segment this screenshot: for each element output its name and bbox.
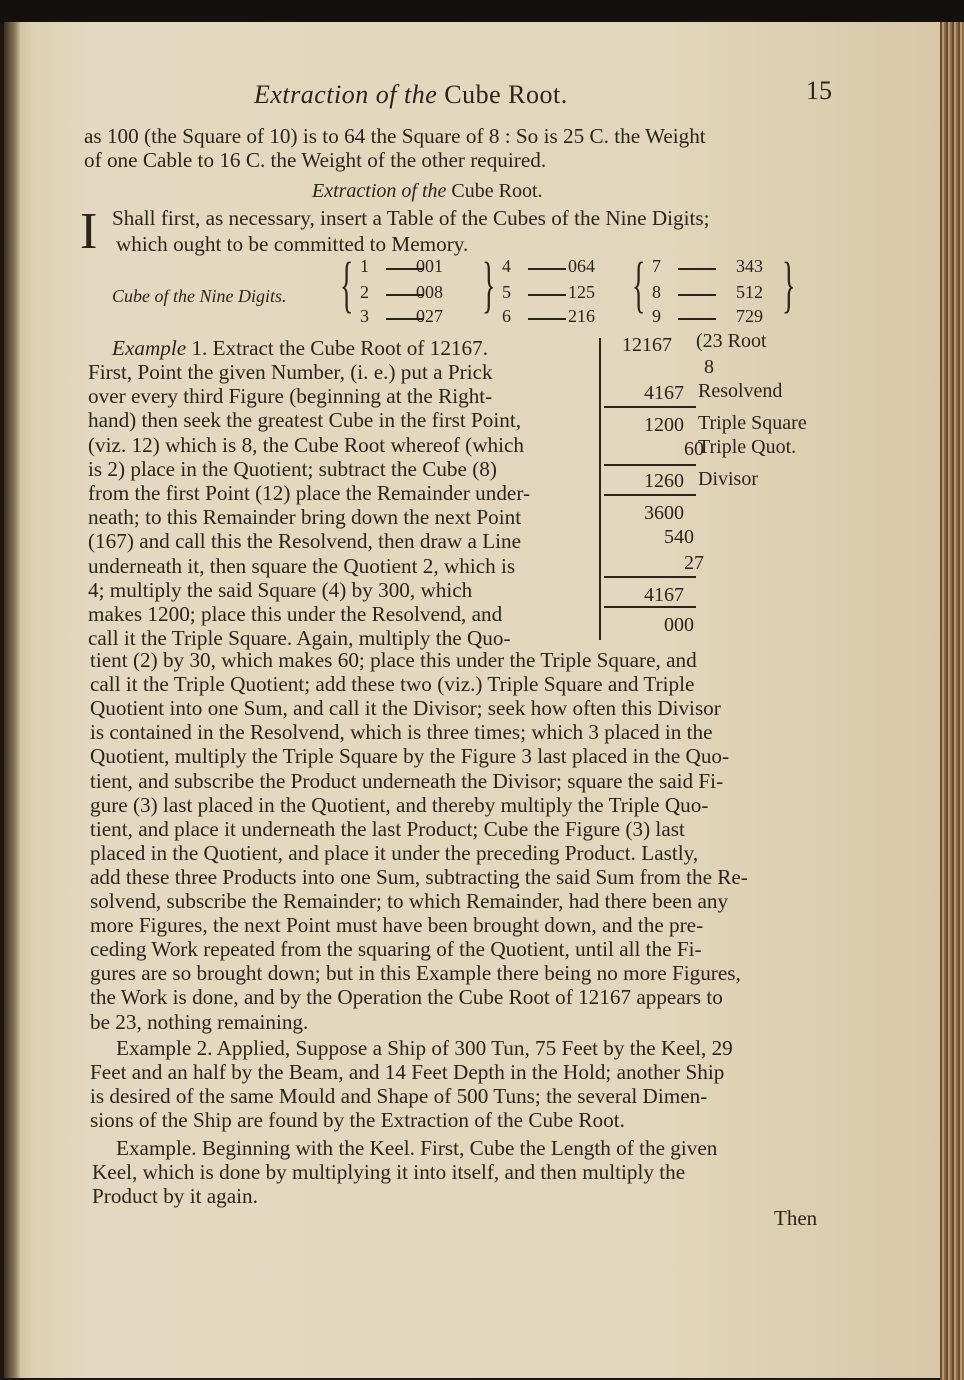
brace-mid-2: { [632, 251, 646, 319]
brace-right: } [782, 251, 796, 319]
main-line: is contained in the Resolvend, which is three times; which 3 placed in the [90, 720, 713, 745]
main-line: gures are so brought down; but in this Example there being no more Figures, [90, 961, 741, 986]
main-line: be 23, nothing remaining. [90, 1009, 309, 1034]
main-line: ceding Work repeated from the squaring of the Quotient, until all the Fi- [90, 937, 702, 962]
example2-line: Example 2. Applied, Suppose a Ship of 300 Tun, 75 Feet by the Keel, 29 [116, 1036, 733, 1060]
work-value: 60 [684, 438, 704, 460]
example2-line: is desired of the same Mould and Shape of 500 Tuns; the several Dimen- [90, 1084, 708, 1108]
main-line: placed in the Quotient, and place it under the preceding Product. Lastly, [90, 840, 699, 865]
page-number: 15 [806, 76, 832, 105]
work-rule [604, 576, 696, 578]
section-heading-italic: Extraction of the [312, 180, 447, 202]
main-line: Quotient, multiply the Triple Square by the Figure 3 last placed in the Quo- [90, 744, 730, 769]
page-gutter [4, 22, 20, 1378]
main-line: Quotient into one Sum, and call it the Divisor; seek how often this Divisor [90, 696, 721, 721]
cube-digit: 8 [652, 282, 661, 302]
left-col-line: hand) then seek the greatest Cube in the first Point, [88, 408, 522, 433]
left-col-line: call it the Triple Square. Again, multiply the Quo- [88, 626, 511, 651]
main-line: more Figures, the next Point must have been brought down, and the pre- [90, 913, 704, 938]
cube-dash [678, 294, 716, 296]
cube-value: 216 [568, 306, 595, 326]
work-value: 8 [704, 356, 714, 378]
opening-line-2: which ought to be committed to Memory. [116, 232, 469, 256]
left-col-line: underneath it, then square the Quotient 2, which is [88, 553, 516, 578]
example3-line: Keel, which is done by multiplying it into itself, and then multiply the [92, 1160, 686, 1184]
cube-digit: 4 [502, 256, 511, 276]
main-line: the Work is done, and by the Operation the Cube Root of 12167 appears to [90, 985, 723, 1010]
running-head-roman: Cube Root. [444, 80, 568, 109]
section-heading [312, 180, 543, 203]
example1-heading [112, 336, 488, 361]
cube-value: 008 [416, 282, 443, 302]
main-line: call it the Triple Quotient; add these two (viz.) Triple Square and Triple [90, 672, 695, 697]
left-brace: { [340, 251, 354, 319]
cube-dash [528, 294, 566, 296]
cube-digit: 1 [360, 256, 369, 276]
work-rule [604, 606, 696, 608]
work-root: (23 Root [696, 330, 767, 352]
cube-value: 343 [736, 256, 763, 276]
work-number: 12167 [622, 334, 672, 356]
scan-top-border [0, 0, 964, 24]
work-value: 000 [664, 614, 694, 636]
page-fore-edge [940, 22, 964, 1380]
example1-label: Example [112, 336, 187, 360]
work-value: 1260 [644, 470, 684, 492]
work-rule [604, 406, 696, 408]
example3-line: Product by it again. [92, 1184, 258, 1208]
work-label: Resolvend [698, 380, 783, 402]
work-value: 4167 [644, 584, 684, 606]
example1-text: 1. Extract the Cube Root of 12167. [191, 336, 489, 360]
example2-line: Feet and an half by the Beam, and 14 Feet Depth in the Hold; another Ship [90, 1060, 725, 1084]
work-value: 3600 [644, 502, 684, 524]
running-head [254, 80, 568, 110]
cube-dash [678, 318, 716, 320]
work-value: 27 [684, 552, 704, 574]
main-line: tient, and subscribe the Product underneath the Divisor; square the said Fi- [90, 768, 724, 793]
left-col-line: First, Point the given Number, (i. e.) put a Prick [88, 360, 493, 384]
work-rule [604, 494, 696, 496]
main-line: tient, and place it underneath the last Product; Cube the Figure (3) last [90, 816, 685, 841]
running-head-italic: Extraction of the [254, 80, 438, 109]
left-col-line: (167) and call this the Resolvend, then draw a Line [88, 529, 522, 554]
main-line: add these three Products into one Sum, subtracting the said Sum from the Re- [90, 864, 748, 889]
cube-digit: 7 [652, 256, 661, 276]
cube-dash [678, 268, 716, 270]
cube-value: 512 [736, 282, 763, 302]
cube-value: 729 [736, 306, 763, 326]
cube-dash [528, 268, 566, 270]
example3-line: Example. Beginning with the Keel. First, Cube the Length of the given [116, 1136, 718, 1160]
work-rule [604, 464, 696, 466]
left-col-line: makes 1200; place this under the Resolvend, and [88, 602, 503, 626]
catchword: Then [774, 1206, 818, 1230]
section-heading-roman: Cube Root. [451, 180, 543, 202]
left-col-line: (viz. 12) which is 8, the Cube Root whereof (which [88, 432, 525, 457]
cube-digit: 2 [360, 282, 369, 302]
intro-line-1: as 100 (the Square of 10) is to 64 the Square of 8 : So is 25 C. the Weight [84, 124, 706, 148]
drop-capital: I [80, 203, 98, 260]
cube-digit: 3 [360, 306, 369, 326]
cube-value: 027 [416, 306, 443, 326]
work-value: 540 [664, 526, 694, 548]
opening-line-1: Shall first, as necessary, insert a Table of the Cubes of the Nine Digits; [112, 206, 710, 230]
cube-digit: 5 [502, 282, 511, 302]
work-value: 1200 [644, 414, 684, 436]
brace-mid-1: } [482, 251, 496, 319]
work-label: Triple Square [698, 412, 807, 434]
work-label: Divisor [698, 468, 758, 490]
work-value: 4167 [644, 382, 684, 404]
left-col-line: neath; to this Remainder bring down the next Point [88, 505, 522, 530]
example2-line: sions of the Ship are found by the Extraction of the Cube Root. [90, 1108, 625, 1132]
cube-value: 001 [416, 256, 443, 276]
left-col-line: over every third Figure (beginning at the Right- [88, 384, 493, 409]
cube-digit: 6 [502, 306, 511, 326]
main-line: tient (2) by 30, which makes 60; place this under the Triple Square, and [90, 648, 697, 672]
left-col-line: from the first Point (12) place the Remainder under- [88, 481, 531, 505]
cube-table-label: Cube of the Nine Digits. [112, 286, 287, 306]
work-label: Triple Quot. [698, 436, 797, 458]
main-line: gure (3) last placed in the Quotient, and thereby multiply the Triple Quo- [90, 792, 709, 817]
main-line: solvend, subscribe the Remainder; to which Remainder, had there been any [90, 889, 729, 913]
left-col-line: 4; multiply the said Square (4) by 300, which [88, 577, 473, 602]
intro-line-2: of one Cable to 16 C. the Weight of the other required. [84, 148, 547, 172]
cube-value: 125 [568, 282, 595, 302]
cube-digit: 9 [652, 306, 661, 326]
work-divider [599, 338, 601, 640]
cube-value: 064 [568, 256, 595, 276]
cube-dash [528, 318, 566, 320]
left-col-line: is 2) place in the Quotient; subtract the Cube (8) [88, 456, 497, 481]
